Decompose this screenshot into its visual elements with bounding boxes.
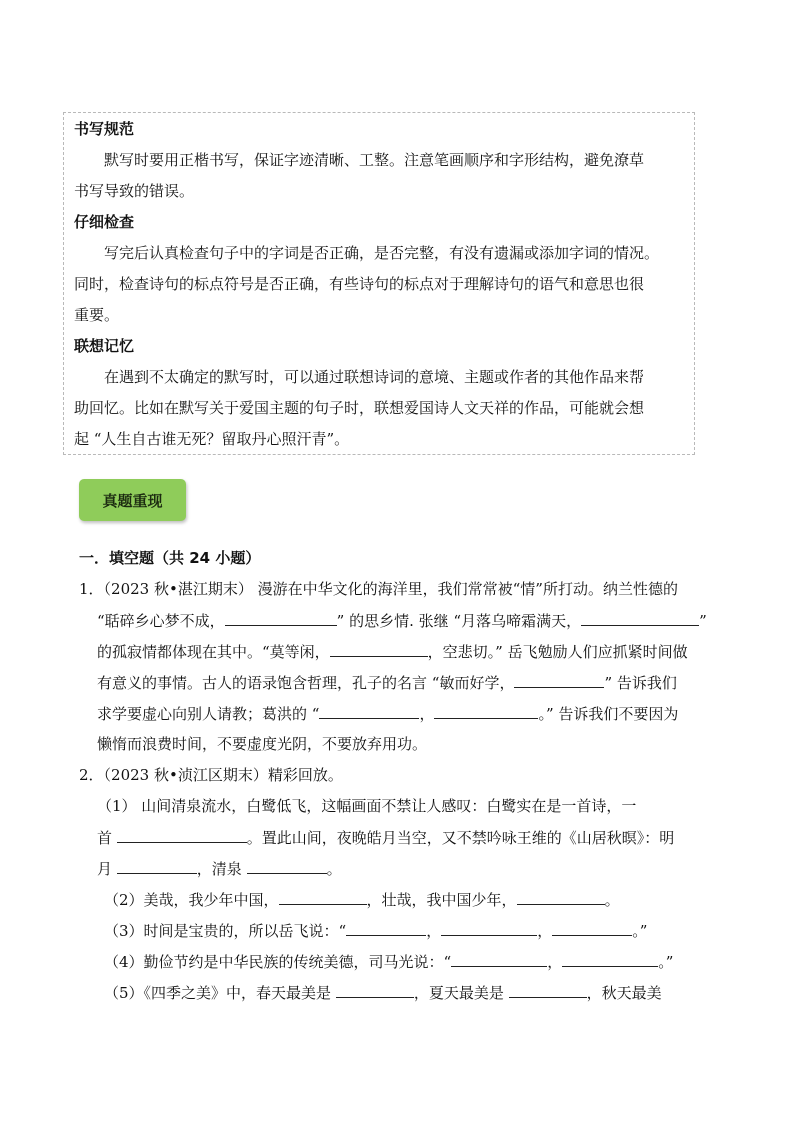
tip-text: 书写导致的错误。 (74, 182, 195, 200)
question-2-heading: 2．（2023 秋•浈江区期末）精彩回放。 (79, 766, 343, 784)
tip-heading-careful-check: 仔细检查 (74, 213, 135, 231)
question-1-line: 1．（2023 秋•湛江期末） 漫游在中华文化的海洋里，我们常常被“情”所打动。纳兰性德的 (79, 580, 678, 598)
answer-blank[interactable] (247, 858, 327, 874)
question-text: ，空悲切。” 岳飞勉励人们应抓紧时间做 (427, 643, 688, 661)
question-1-line (97, 641, 688, 662)
tip-text: 默写时要用正楷书写，保证字迹清晰、工整。注意笔画顺序和字形结构，避免潦草 (104, 151, 645, 169)
question-1-line (97, 610, 707, 631)
answer-blank[interactable] (552, 920, 632, 936)
question-text: ，壮哉，我中国少年， (366, 891, 517, 909)
badge-label: 真题重现 (102, 491, 163, 510)
question-text: ，夏天最美是 (413, 984, 509, 1002)
tip-text: 写完后认真检查句子中的字词是否正确，是否完整，有没有遗漏或添加字词的情况。 (104, 244, 660, 262)
answer-blank[interactable] (581, 610, 699, 626)
question-2-line: （1） 山间清泉流水，白鹭低飞，这幅画面不禁让人感叹：白鹭实在是一首诗，一 (97, 797, 637, 815)
tip-text: 助回忆。比如在默写关于爱国主题的句子时，联想爱国诗人文天祥的作品，可能就会想 (74, 399, 645, 417)
question-text: ， (419, 705, 435, 723)
question-1-line (97, 703, 678, 724)
answer-blank[interactable] (509, 982, 587, 998)
question-text: ” 告诉我们 (604, 674, 677, 692)
question-text: （5）《四季之美》中，春天最美是 (104, 984, 336, 1002)
answer-blank[interactable] (117, 858, 197, 874)
question-text: 的孤寂情都体现在其中。“莫等闲， (97, 643, 330, 661)
question-text: 。” 告诉我们不要因为 (538, 705, 679, 723)
question-2-line (104, 982, 662, 1003)
question-2-line (104, 951, 673, 972)
question-text: （2）美哉，我少年中国， (104, 891, 279, 909)
question-1-line (97, 672, 677, 693)
tip-text: 同时，检查诗句的标点符号是否正确，有些诗句的标点对于理解诗句的语气和意思也很 (74, 275, 645, 293)
tip-heading-association-memory: 联想记忆 (74, 337, 135, 355)
question-text: 。置此山间，夜晚皓月当空，又不禁吟咏王维的《山居秋暝》：明 (246, 829, 675, 847)
tip-text: 重要。 (74, 306, 120, 324)
question-text: 月 (97, 860, 117, 878)
question-text: 。 (326, 860, 342, 878)
question-text: 。” (658, 953, 674, 971)
question-text: ， (537, 922, 553, 940)
answer-blank[interactable] (514, 672, 604, 688)
question-text: （4）勤俭节约是中华民族的传统美德，司马光说：“ (104, 953, 452, 971)
question-2-line (104, 889, 620, 910)
question-text: 求学要虚心向别人请教；葛洪的 “ (97, 705, 320, 723)
answer-blank[interactable] (451, 951, 547, 967)
question-2-line (97, 858, 342, 879)
section-badge (79, 479, 186, 521)
question-2-line (97, 827, 674, 848)
tip-heading-writing-standard: 书写规范 (74, 120, 135, 138)
question-text: 有意义的事情。古人的语录饱含哲理，孔子的名言 “敏而好学， (97, 674, 515, 692)
question-text: ” 的思乡情. 张继 “月落乌啼霜满天， (336, 612, 582, 630)
question-text: ，秋天最美 (586, 984, 662, 1002)
question-text: 。” (632, 922, 648, 940)
answer-blank[interactable] (434, 703, 538, 719)
answer-blank[interactable] (225, 610, 337, 626)
question-text: ，清泉 (196, 860, 247, 878)
answer-blank[interactable] (319, 703, 419, 719)
answer-blank[interactable] (517, 889, 605, 905)
question-text: （3）时间是宝贵的，所以岳飞说：“ (104, 922, 347, 940)
question-text: ” (699, 612, 707, 630)
section-title: 一．填空题（共 24 小题） (79, 549, 261, 567)
answer-blank[interactable] (279, 889, 367, 905)
answer-blank[interactable] (562, 951, 658, 967)
answer-blank[interactable] (441, 920, 537, 936)
tip-text: 起 “人生自古谁无死？留取丹心照汗青”。 (74, 430, 350, 448)
answer-blank[interactable] (336, 982, 414, 998)
question-text: 。 (604, 891, 620, 909)
question-text: ， (547, 953, 563, 971)
answer-blank[interactable] (346, 920, 426, 936)
question-text: ， (426, 922, 442, 940)
answer-blank[interactable] (330, 641, 428, 657)
answer-blank[interactable] (117, 827, 247, 843)
question-text: “聒碎乡心梦不成， (97, 612, 225, 630)
tip-text: 在遇到不太确定的默写时，可以通过联想诗词的意境、主题或作者的其他作品来帮 (104, 368, 645, 386)
question-2-line (104, 920, 647, 941)
question-text: 首 (97, 829, 117, 847)
question-1-line: 懒惰而浪费时间，不要虚度光阴，不要放弃用功。 (97, 735, 428, 753)
